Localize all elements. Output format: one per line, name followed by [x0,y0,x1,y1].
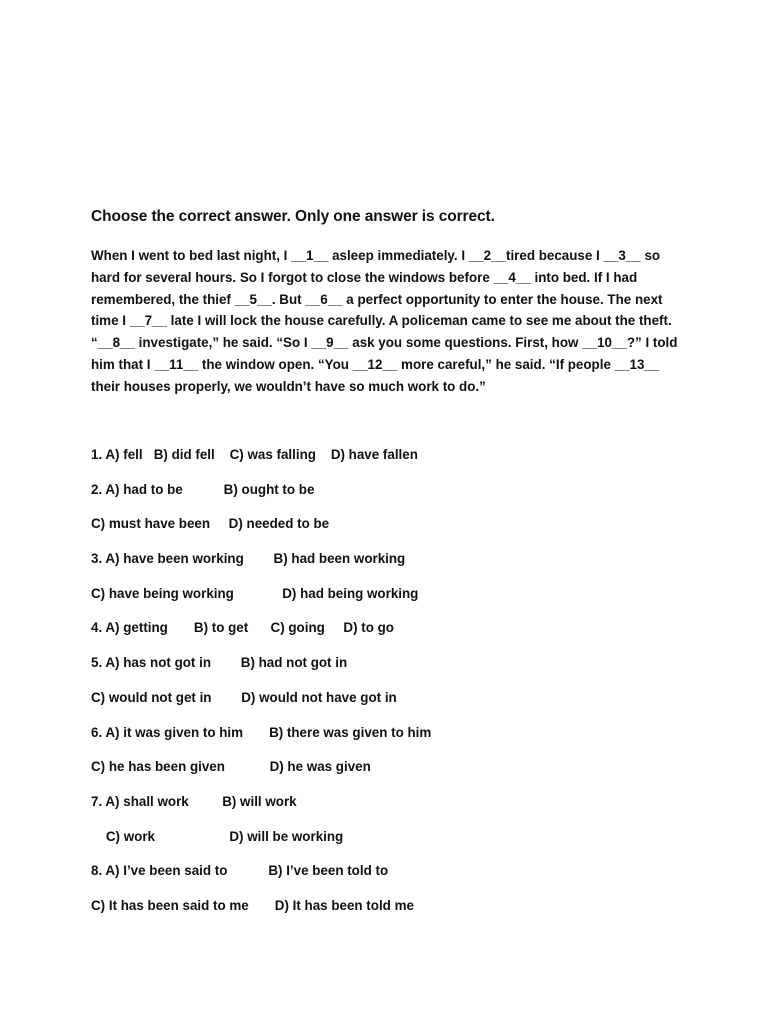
question-7-options-cd: C) work D) will be working [91,828,344,844]
passage-line: When I went to bed last night, I __1__ asleep immediately. I __2__tired because I __3__ so [91,248,661,263]
question-6-options-cd: C) he has been given D) he was given [91,759,371,775]
cloze-passage [91,245,681,398]
question-7-options-ab: 7. A) shall work B) will work [91,793,297,809]
question-5-options-ab: 5. A) has not got in B) had not got in [91,655,348,671]
question-1-options: 1. A) fell B) did fell C) was falling D) have fallen [91,447,418,462]
question-8-options-cd: C) It has been said to me D) It has been told me [91,897,414,913]
passage-line: their houses properly, we wouldn’t have so much work to do.” [91,378,486,394]
passage-line: him that I __11__ the window open. “You __12__ more careful,” he said. “If people __13__ [91,356,660,372]
answer-options-list [91,445,691,931]
question-2-options-ab: 2. A) had to be B) ought to be [91,481,315,497]
question-8-options-ab: 8. A) I’ve been said to B) I’ve been told to [91,863,389,879]
question-6-options-ab: 6. A) it was given to him B) there was given to him [91,724,432,740]
passage-line: hard for several hours. So I forgot to close the windows before __4__ into bed. If I had [91,269,638,285]
question-4-options: 4. A) getting B) to get C) going D) to go [91,620,394,636]
question-5-options-cd: C) would not get in D) would not have got in [91,689,397,705]
instructions-heading: Choose the correct answer. Only one answer is correct. [91,208,495,225]
question-3-options-ab: 3. A) have been working B) had been working [91,551,406,567]
question-3-options-cd: C) have being working D) had being working [91,585,419,601]
passage-line: “__8__ investigate,” he said. “So I __9__ ask you some questions. First, how __10__?” I told [91,335,678,351]
question-2-options-cd: C) must have been D) needed to be [91,516,330,532]
passage-line: remembered, the thief __5__. But __6__ a perfect opportunity to enter the house. The next [91,291,663,307]
passage-line: time I __7__ late I will lock the house carefully. A policeman came to see me about the theft. [91,313,672,329]
